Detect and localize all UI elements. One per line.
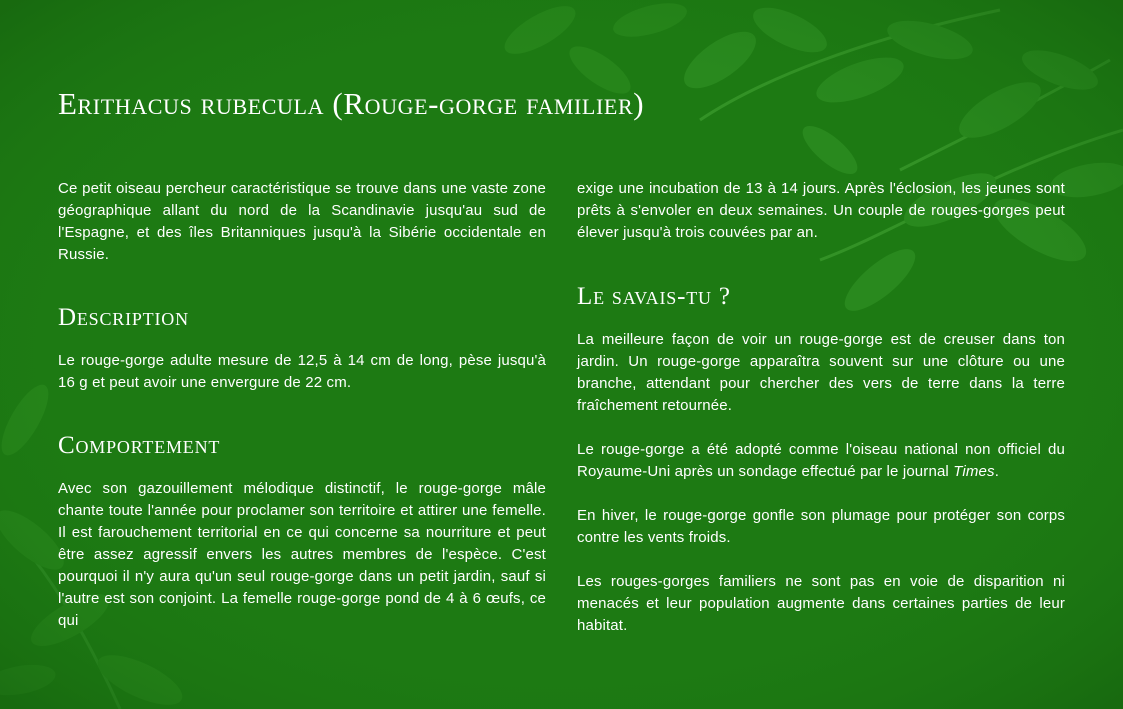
behaviour-paragraph-continued: exige une incubation de 13 à 14 jours. Après l'éclosion, les jeunes sont prêts à s'envoler en deux semaines. Un couple de rouges-gorges peut élever jusqu'à trois couvées par an.: [577, 180, 1065, 241]
left-column: [58, 178, 546, 632]
intro-paragraph: Ce petit oiseau percheur caractéristique se trouve dans une vaste zone géographique allant du nord de la Scandinavie jusqu'au sud de l'Espagne, et des îles Britanniques jusqu'à la Sibérie occidentale en Russie.: [58, 180, 546, 263]
right-column: [577, 178, 1065, 637]
fact-paragraph-3: En hiver, le rouge-gorge gonfle son plumage pour protéger son corps contre les vents froids.: [577, 507, 1065, 546]
fact-2-end: .: [994, 463, 1000, 480]
fact-2-text: Le rouge-gorge a été adopté comme l'oiseau national non officiel du Royaume-Uni après un sondage effectué par le journal: [577, 441, 1065, 480]
fact-paragraph-1: La meilleure façon de voir un rouge-gorge est de creuser dans ton jardin. Un rouge-gorge apparaîtra souvent sur une clôture ou une branche, attendant pour chercher des vers de terre dans la terre fraîchement retournée.: [577, 331, 1065, 414]
fact-paragraph-4: Les rouges-gorges familiers ne sont pas en voie de disparition ni menacés et leur population augmente dans certaines parties de leur habitat.: [577, 573, 1065, 634]
did-you-know-heading: Le savais-tu ?: [577, 283, 731, 310]
behaviour-paragraph: Avec son gazouillement mélodique distinctif, le rouge-gorge mâle chante toute l'année pour proclamer son territoire et attirer une femelle. Il est farouchement territorial en ce qui concerne sa nourriture et peut être assez agressif envers les autres membres de l'espèce. C'est pourquoi il n'y aura qu'un seul rouge-gorge dans un petit jardin, sauf si l'autre est son conjoint. La femelle rouge-gorge pond de 4 à 6 œufs, ce qui: [58, 480, 546, 629]
description-heading: Description: [58, 304, 189, 331]
description-paragraph: Le rouge-gorge adulte mesure de 12,5 à 14 cm de long, pèse jusqu'à 16 g et peut avoir une envergure de 22 cm.: [58, 352, 546, 391]
times-journal-name: Times: [953, 463, 995, 480]
behaviour-heading: Comportement: [58, 432, 221, 459]
fact-paragraph-2: [577, 439, 1065, 483]
page-title: Erithacus rubecula (Rouge-gorge familier): [58, 86, 645, 121]
